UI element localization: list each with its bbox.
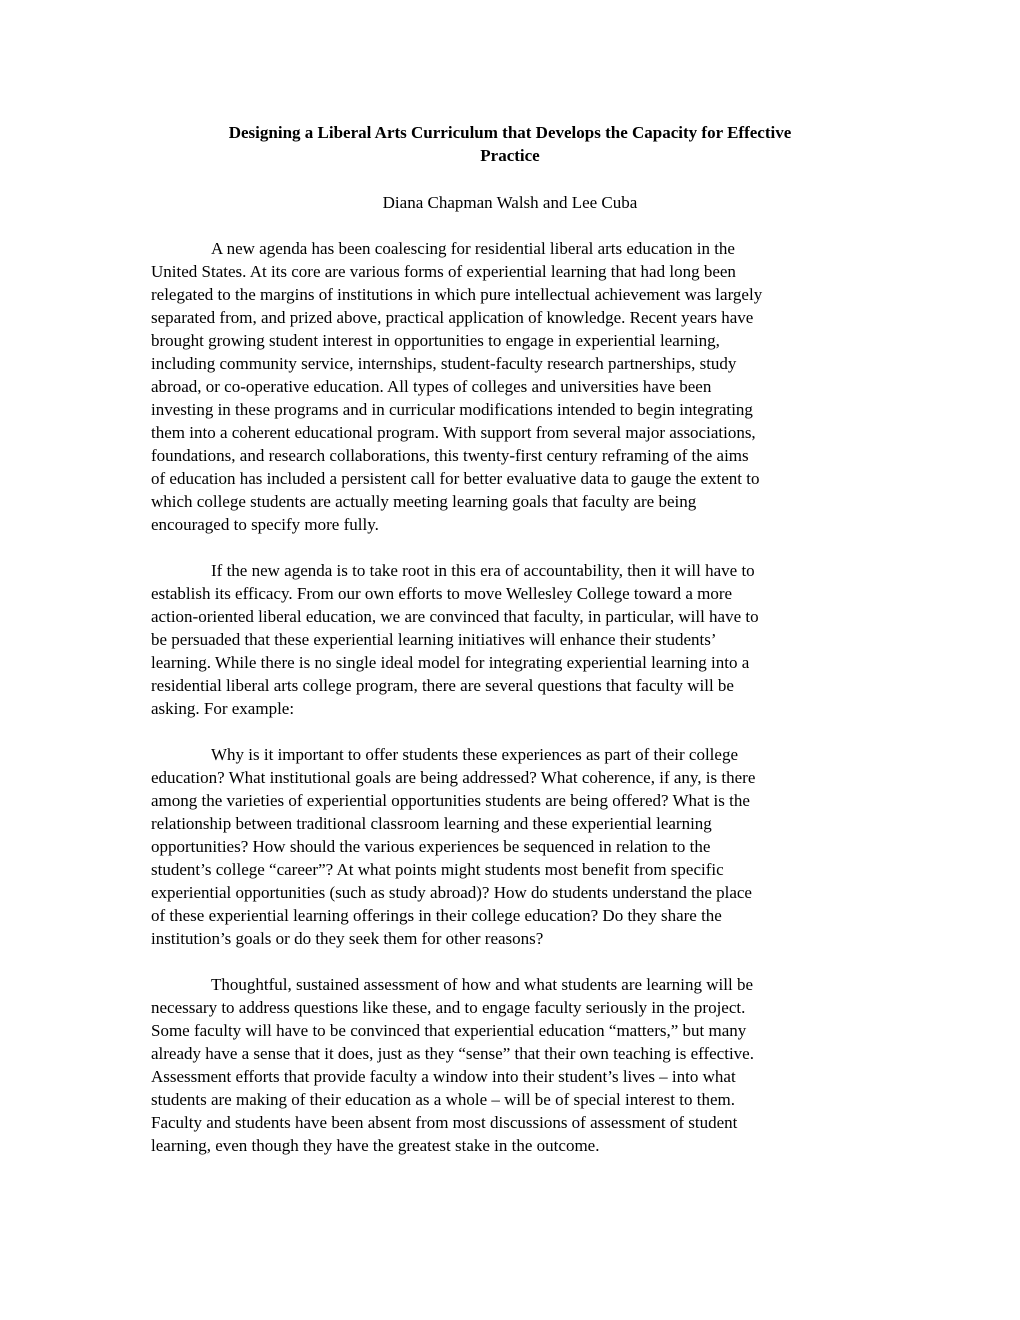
authors-byline: Diana Chapman Walsh and Lee Cuba xyxy=(382,193,638,212)
paragraph-line: necessary to address questions like these, and to engage faculty seriously in the project. xyxy=(151,998,746,1017)
paragraph-line: separated from, and prized above, practical application of knowledge. Recent years have xyxy=(151,308,754,327)
paragraph-line: education? What institutional goals are being addressed? What coherence, if any, is there xyxy=(151,768,756,787)
paragraph-line: relationship between traditional classroom learning and these experiential learning xyxy=(151,814,712,833)
paragraph-line: asking. For example: xyxy=(151,699,295,718)
paragraph-line: Assessment efforts that provide faculty a window into their student’s lives – into what xyxy=(151,1067,736,1086)
paragraph-line: relegated to the margins of institutions in which pure intellectual achievement was largely xyxy=(151,285,763,304)
body-paragraph-1 xyxy=(151,237,881,536)
paragraph-line: foundations, and research collaborations, this twenty-first century reframing of the aims xyxy=(151,446,749,465)
paragraph-line: brought growing student interest in opportunities to engage in experiential learning, xyxy=(151,331,720,350)
title-line: Designing a Liberal Arts Curriculum that Develops the Capacity for Effective xyxy=(228,123,792,142)
title-line: Practice xyxy=(480,146,540,165)
body-paragraph-4 xyxy=(151,973,881,1157)
paragraph-line: be persuaded that these experiential learning initiatives will enhance their students’ xyxy=(151,630,717,649)
paragraph-line: among the varieties of experiential opportunities students are being offered? What is the xyxy=(151,791,750,810)
body-paragraph-3 xyxy=(151,743,881,950)
paragraph-line: If the new agenda is to take root in this era of accountability, then it will have to xyxy=(211,561,755,580)
paragraph-line: students are making of their education as a whole – will be of special interest to them. xyxy=(151,1090,735,1109)
paragraph-line: learning. While there is no single ideal model for integrating experiential learning into a xyxy=(151,653,750,672)
paragraph-line: abroad, or co-operative education. All types of colleges and universities have been xyxy=(151,377,712,396)
paragraph-line: investing in these programs and in curricular modifications intended to begin integrating xyxy=(151,400,753,419)
paragraph-line: action-oriented liberal education, we are convinced that faculty, in particular, will have to xyxy=(151,607,759,626)
paragraph-line: of education has included a persistent call for better evaluative data to gauge the extent to xyxy=(151,469,760,488)
paragraph-line: student’s college “career”? At what points might students most benefit from specific xyxy=(151,860,724,879)
paragraph-line: which college students are actually meeting learning goals that faculty are being xyxy=(151,492,697,511)
paragraph-line: opportunities? How should the various experiences be sequenced in relation to the xyxy=(151,837,711,856)
paragraph-line: residential liberal arts college program, there are several questions that faculty will be xyxy=(151,676,734,695)
document-title xyxy=(140,121,880,167)
paragraph-line: institution’s goals or do they seek them for other reasons? xyxy=(151,929,544,948)
paragraph-line: encouraged to specify more fully. xyxy=(151,515,379,534)
paragraph-line: Thoughtful, sustained assessment of how and what students are learning will be xyxy=(211,975,753,994)
paragraph-line: Some faculty will have to be convinced that experiential education “matters,” but many xyxy=(151,1021,747,1040)
paragraph-line: of these experiential learning offerings in their college education? Do they share the xyxy=(151,906,722,925)
paragraph-line: United States. At its core are various forms of experiential learning that had long been xyxy=(151,262,736,281)
paragraph-line: Faculty and students have been absent from most discussions of assessment of student xyxy=(151,1113,738,1132)
paragraph-line: A new agenda has been coalescing for residential liberal arts education in the xyxy=(211,239,735,258)
paragraph-line: establish its efficacy. From our own efforts to move Wellesley College toward a more xyxy=(151,584,733,603)
body-paragraph-2 xyxy=(151,559,881,720)
paragraph-line: experiential opportunities (such as study abroad)? How do students understand the place xyxy=(151,883,752,902)
paragraph-line: including community service, internships, student-faculty research partnerships, study xyxy=(151,354,737,373)
paragraph-line: learning, even though they have the greatest stake in the outcome. xyxy=(151,1136,600,1155)
paragraph-line: them into a coherent educational program. With support from several major associations, xyxy=(151,423,756,442)
paragraph-line: already have a sense that it does, just as they “sense” that their own teaching is effective. xyxy=(151,1044,754,1063)
paragraph-line: Why is it important to offer students these experiences as part of their college xyxy=(211,745,738,764)
